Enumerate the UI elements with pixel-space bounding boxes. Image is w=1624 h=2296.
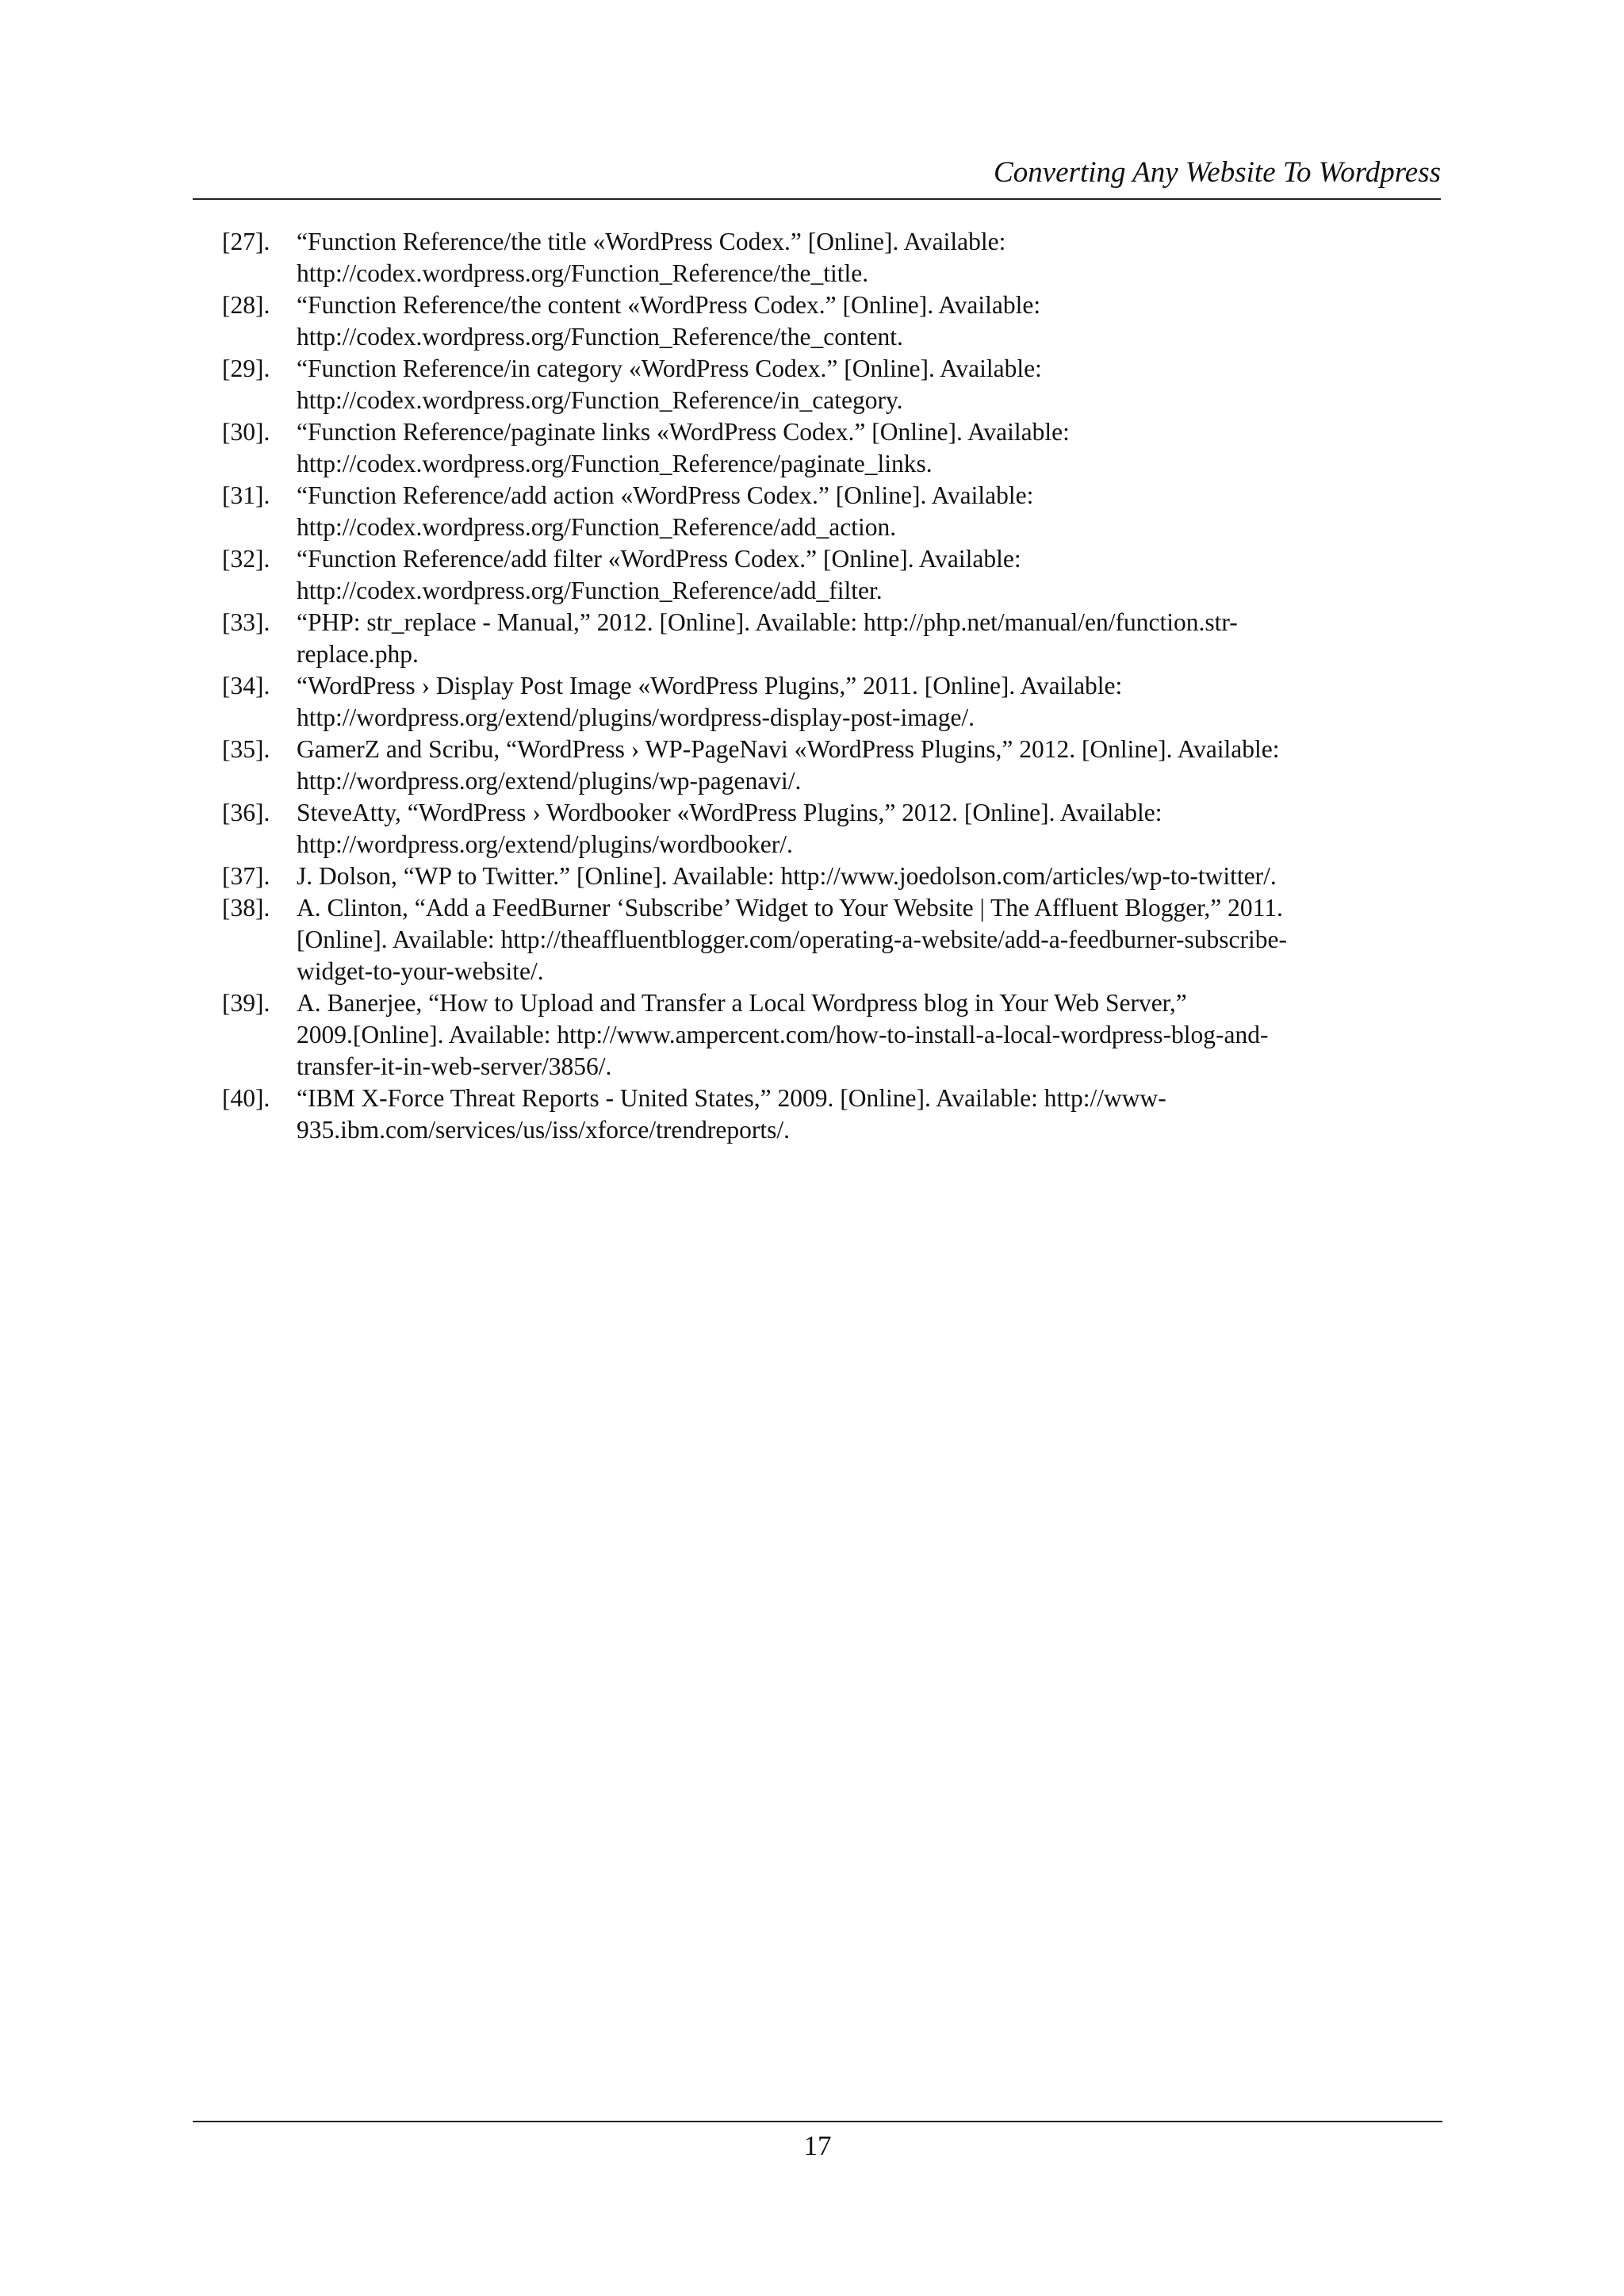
reference-item: [222, 480, 1459, 543]
reference-item: [222, 797, 1459, 861]
reference-item: [222, 607, 1459, 670]
running-title: Converting Any Website To Wordpress: [994, 156, 1441, 189]
reference-list: [222, 226, 1459, 1146]
reference-item: [222, 987, 1459, 1083]
reference-text-line: http://codex.wordpress.org/Function_Reference/add_action.: [297, 513, 897, 541]
reference-text-line: http://wordpress.org/extend/plugins/wordbooker/.: [297, 830, 793, 858]
page-number: 17: [803, 2130, 832, 2161]
reference-text-line: SteveAtty, “WordPress › Wordbooker «WordPress Plugins,” 2012. [Online]. Available:: [297, 799, 1162, 826]
page-header: [193, 151, 1441, 200]
reference-text-line: “Function Reference/the content «WordPress Codex.” [Online]. Available:: [297, 291, 1041, 319]
reference-text-line: “WordPress › Display Post Image «WordPress Plugins,” 2011. [Online]. Available:: [297, 672, 1123, 700]
reference-item: [222, 416, 1459, 480]
reference-text-line: “Function Reference/the title «WordPress Codex.” [Online]. Available:: [297, 228, 1006, 255]
reference-number: [40].: [222, 1084, 270, 1112]
reference-text-line: http://codex.wordpress.org/Function_Reference/add_filter.: [297, 577, 883, 604]
reference-number: [39].: [222, 989, 270, 1017]
reference-text-line: 935.ibm.com/services/us/iss/xforce/trendreports/.: [297, 1116, 790, 1144]
reference-number: [33].: [222, 608, 270, 636]
reference-item: [222, 543, 1459, 607]
reference-item: [222, 734, 1459, 797]
reference-number: [34].: [222, 672, 270, 700]
reference-text-line: replace.php.: [297, 640, 419, 668]
reference-text-line: “Function Reference/add filter «WordPress Codex.” [Online]. Available:: [297, 545, 1021, 573]
reference-text-line: [Online]. Available: http://theaffluentblogger.com/operating-a-website/add-a-feedburner-subscribe-: [297, 926, 1287, 953]
reference-number: [29].: [222, 355, 270, 382]
reference-text-line: http://wordpress.org/extend/plugins/wp-pagenavi/.: [297, 767, 802, 795]
reference-number: [37].: [222, 862, 270, 890]
reference-item: [222, 1083, 1459, 1146]
reference-text-line: http://wordpress.org/extend/plugins/wordpress-display-post-image/.: [297, 703, 975, 731]
reference-number: [27].: [222, 228, 270, 255]
reference-text-line: A. Clinton, “Add a FeedBurner ‘Subscribe’ Widget to Your Website | The Affluent Blogger,” 2011.: [297, 894, 1283, 922]
reference-text-line: “Function Reference/add action «WordPress Codex.” [Online]. Available:: [297, 481, 1034, 509]
reference-item: [222, 861, 1459, 892]
reference-text-line: A. Banerjee, “How to Upload and Transfer a Local Wordpress blog in Your Web Server,”: [297, 989, 1187, 1017]
reference-text-line: http://codex.wordpress.org/Function_Reference/the_title.: [297, 259, 869, 287]
reference-text-line: “Function Reference/in category «WordPress Codex.” [Online]. Available:: [297, 355, 1042, 382]
reference-item: [222, 226, 1459, 289]
reference-text-line: transfer-it-in-web-server/3856/.: [297, 1052, 612, 1080]
reference-text-line: “PHP: str_replace - Manual,” 2012. [Online]. Available: http://php.net/manual/en/function.str-: [297, 608, 1238, 636]
reference-text-line: GamerZ and Scribu, “WordPress › WP-PageNavi «WordPress Plugins,” 2012. [Online]. Available:: [297, 735, 1280, 763]
reference-number: [28].: [222, 291, 270, 319]
reference-number: [32].: [222, 545, 270, 573]
reference-number: [38].: [222, 894, 270, 922]
reference-item: [222, 670, 1459, 734]
reference-text-line: http://codex.wordpress.org/Function_Reference/the_content.: [297, 323, 903, 351]
page-footer: [193, 2121, 1442, 2161]
reference-text-line: J. Dolson, “WP to Twitter.” [Online]. Available: http://www.joedolson.com/articles/wp-to-twitter/.: [297, 862, 1277, 890]
reference-text-line: “Function Reference/paginate links «WordPress Codex.” [Online]. Available:: [297, 418, 1070, 446]
reference-item: [222, 289, 1459, 353]
reference-number: [36].: [222, 799, 270, 826]
reference-text-line: widget-to-your-website/.: [297, 957, 544, 985]
reference-text-line: http://codex.wordpress.org/Function_Reference/paginate_links.: [297, 450, 933, 477]
reference-item: [222, 892, 1459, 987]
reference-number: [35].: [222, 735, 270, 763]
reference-number: [30].: [222, 418, 270, 446]
reference-text-line: http://codex.wordpress.org/Function_Reference/in_category.: [297, 386, 903, 414]
reference-text-line: “IBM X-Force Threat Reports - United States,” 2009. [Online]. Available: http://www-: [297, 1084, 1166, 1112]
reference-text-line: 2009.[Online]. Available: http://www.ampercent.com/how-to-install-a-local-wordpress-blog-and-: [297, 1021, 1269, 1048]
reference-number: [31].: [222, 481, 270, 509]
reference-item: [222, 353, 1459, 416]
